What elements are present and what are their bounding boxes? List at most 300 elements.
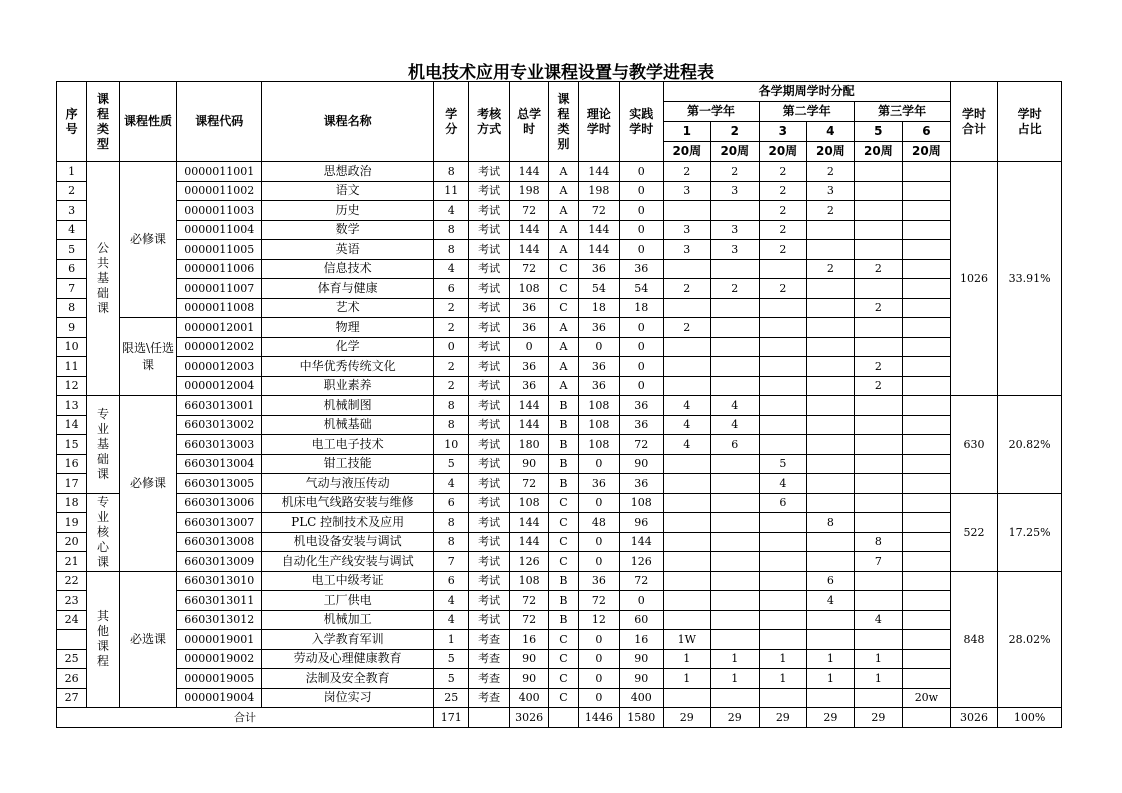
cell-name: 职业素养	[262, 376, 434, 396]
cell-semester-hours	[663, 376, 711, 396]
cell-exam: 考试	[469, 532, 509, 552]
cell-seq: 7	[57, 279, 87, 299]
cell-semester-hours	[759, 571, 807, 591]
cell-semester-hours: 4	[759, 474, 807, 494]
cell-total-hours: 144	[509, 532, 548, 552]
cell-semester-hours	[759, 435, 807, 455]
cell-exam: 考试	[469, 240, 509, 260]
cell-code: 0000019005	[177, 669, 262, 689]
cell-credit: 2	[434, 376, 469, 396]
header-name: 课程名称	[262, 82, 434, 162]
cell-semester-hours	[903, 201, 951, 221]
cell-credit: 10	[434, 435, 469, 455]
cell-total-hours: 90	[509, 649, 548, 669]
cell-semester-hours	[807, 630, 855, 650]
cell-course-kind: A	[549, 240, 578, 260]
cell-semester-hours	[903, 649, 951, 669]
cell-credit: 25	[434, 688, 469, 708]
table-body	[57, 162, 1062, 728]
cell-semester-hours	[807, 474, 855, 494]
cell-theory: 108	[578, 435, 619, 455]
cell-semester-hours	[711, 454, 760, 474]
cell-semester-hours	[711, 493, 760, 513]
cell-semester-hours: 1W	[663, 630, 711, 650]
cell-semester-hours	[711, 513, 760, 533]
cell-course-kind: A	[549, 337, 578, 357]
cell-semester-hours	[854, 318, 903, 338]
cell-practice: 90	[620, 649, 663, 669]
header-practice: 实践学时	[620, 82, 663, 162]
header-category: 课程类型	[87, 82, 119, 162]
cell-practice: 0	[620, 337, 663, 357]
total-ratio: 100%	[998, 708, 1062, 728]
cell-name: 物理	[262, 318, 434, 338]
cell-theory: 0	[578, 337, 619, 357]
cell-course-kind: A	[549, 220, 578, 240]
cell-theory: 72	[578, 201, 619, 221]
cell-course-kind: C	[549, 298, 578, 318]
table-row	[57, 337, 1062, 357]
cell-semester-hours	[759, 376, 807, 396]
cell-total-hours: 72	[509, 610, 548, 630]
page-title: 机电技术应用专业课程设置与教学进程表	[408, 63, 714, 83]
cell-seq: 14	[57, 415, 87, 435]
cell-code: 0000011008	[177, 298, 262, 318]
cell-semester-hours: 2	[807, 259, 855, 279]
cell-practice: 0	[620, 181, 663, 201]
cell-semester-hours	[759, 610, 807, 630]
cell-course-kind: A	[549, 181, 578, 201]
total-hours: 3026	[509, 708, 548, 728]
cell-theory: 108	[578, 396, 619, 416]
total-kind-empty	[549, 708, 578, 728]
cell-code: 6603013006	[177, 493, 262, 513]
block-hours-total: 848	[950, 571, 998, 708]
cell-seq: 22	[57, 571, 87, 591]
cell-theory: 0	[578, 649, 619, 669]
table-row	[57, 532, 1062, 552]
cell-exam: 考试	[469, 220, 509, 240]
cell-name: 入学教育军训	[262, 630, 434, 650]
cell-seq: 26	[57, 669, 87, 689]
cell-semester-hours	[663, 337, 711, 357]
cell-semester-hours	[759, 591, 807, 611]
cell-total-hours: 90	[509, 454, 548, 474]
category-public-label: 公共基础课	[97, 241, 110, 315]
block-hours-total: 630	[950, 396, 998, 494]
cell-semester-hours	[854, 688, 903, 708]
header-credit: 学分	[434, 82, 469, 162]
cell-exam: 考查	[469, 669, 509, 689]
cell-name: PLC 控制技术及应用	[262, 513, 434, 533]
cell-total-hours: 144	[509, 240, 548, 260]
cell-semester-hours	[854, 454, 903, 474]
cell-credit: 8	[434, 513, 469, 533]
cell-semester-hours	[663, 610, 711, 630]
cell-code: 0000011001	[177, 162, 262, 182]
cell-code: 6603013003	[177, 435, 262, 455]
cell-seq: 20	[57, 532, 87, 552]
cell-course-kind: B	[549, 591, 578, 611]
cell-total-hours: 144	[509, 162, 548, 182]
header-semester: 6	[903, 122, 951, 142]
cell-course-kind: C	[549, 532, 578, 552]
cell-course-kind: B	[549, 474, 578, 494]
cell-total-hours: 36	[509, 318, 548, 338]
cell-course-kind: C	[549, 279, 578, 299]
cell-semester-hours	[663, 298, 711, 318]
cell-semester-hours: 2	[759, 240, 807, 260]
cell-exam: 考试	[469, 591, 509, 611]
cell-seq: 17	[57, 474, 87, 494]
cell-name: 机床电气线路安装与维修	[262, 493, 434, 513]
cell-semester-hours	[759, 415, 807, 435]
category-other-label: 其他课程	[97, 609, 110, 669]
cell-semester-hours: 2	[759, 279, 807, 299]
table-row	[57, 162, 1062, 182]
header-code: 课程代码	[177, 82, 262, 162]
cell-theory: 144	[578, 162, 619, 182]
cell-semester-hours	[663, 688, 711, 708]
table-row	[57, 240, 1062, 260]
cell-theory: 36	[578, 357, 619, 377]
cell-semester-hours: 2	[807, 162, 855, 182]
total-credit: 171	[434, 708, 469, 728]
cell-course-kind: B	[549, 396, 578, 416]
cell-total-hours: 400	[509, 688, 548, 708]
cell-seq	[57, 630, 87, 650]
header-semester: 3	[759, 122, 807, 142]
table-row	[57, 279, 1062, 299]
cell-practice: 0	[620, 591, 663, 611]
cell-semester-hours	[903, 552, 951, 572]
cell-theory: 54	[578, 279, 619, 299]
header-semester-group: 各学期周学时分配	[663, 82, 950, 102]
table-row	[57, 376, 1062, 396]
cell-theory: 198	[578, 181, 619, 201]
cell-semester-hours: 6	[711, 435, 760, 455]
cell-credit: 5	[434, 649, 469, 669]
cell-semester-hours	[903, 298, 951, 318]
cell-semester-hours: 1	[759, 649, 807, 669]
cell-semester-hours	[663, 513, 711, 533]
cell-credit: 4	[434, 474, 469, 494]
cell-exam: 考试	[469, 337, 509, 357]
table-row	[57, 552, 1062, 572]
cell-semester-hours	[903, 162, 951, 182]
cell-exam: 考试	[469, 396, 509, 416]
cell-semester-hours	[807, 688, 855, 708]
cell-code: 0000011006	[177, 259, 262, 279]
cell-practice: 60	[620, 610, 663, 630]
cell-semester-hours	[903, 513, 951, 533]
cell-exam: 考试	[469, 162, 509, 182]
total-practice: 1580	[620, 708, 663, 728]
cell-credit: 4	[434, 259, 469, 279]
cell-semester-hours	[903, 630, 951, 650]
table-row	[57, 298, 1062, 318]
table-row	[57, 610, 1062, 630]
cell-course-kind: C	[549, 259, 578, 279]
cell-semester-hours	[807, 240, 855, 260]
category-major-core	[87, 493, 119, 571]
cell-semester-hours	[711, 552, 760, 572]
cell-exam: 考试	[469, 318, 509, 338]
cell-semester-hours	[711, 357, 760, 377]
cell-practice: 108	[620, 493, 663, 513]
cell-total-hours: 36	[509, 376, 548, 396]
cell-semester-hours	[903, 454, 951, 474]
cell-semester-hours	[903, 376, 951, 396]
cell-name: 体育与健康	[262, 279, 434, 299]
cell-credit: 1	[434, 630, 469, 650]
cell-semester-hours: 4	[663, 415, 711, 435]
cell-semester-hours	[663, 357, 711, 377]
cell-code: 0000011003	[177, 201, 262, 221]
header-exam: 考核方式	[469, 82, 509, 162]
cell-seq: 25	[57, 649, 87, 669]
cell-theory: 36	[578, 376, 619, 396]
table-row	[57, 513, 1062, 533]
cell-exam: 考试	[469, 357, 509, 377]
cell-semester-hours	[759, 318, 807, 338]
cell-semester-hours	[711, 630, 760, 650]
cell-total-hours: 126	[509, 552, 548, 572]
cell-semester-hours	[807, 337, 855, 357]
cell-course-kind: C	[549, 649, 578, 669]
cell-course-kind: C	[549, 630, 578, 650]
cell-semester-hours: 2	[759, 220, 807, 240]
cell-semester-hours: 2	[663, 162, 711, 182]
cell-code: 0000012003	[177, 357, 262, 377]
cell-semester-hours	[903, 181, 951, 201]
cell-exam: 考试	[469, 474, 509, 494]
cell-theory: 108	[578, 415, 619, 435]
cell-semester-hours	[807, 376, 855, 396]
cell-exam: 考试	[469, 571, 509, 591]
cell-exam: 考试	[469, 610, 509, 630]
cell-semester-hours	[807, 298, 855, 318]
cell-semester-hours	[759, 259, 807, 279]
cell-exam: 考试	[469, 298, 509, 318]
cell-total-hours: 198	[509, 181, 548, 201]
cell-credit: 8	[434, 220, 469, 240]
cell-semester-hours: 2	[854, 259, 903, 279]
table-row	[57, 474, 1062, 494]
cell-credit: 8	[434, 396, 469, 416]
cell-exam: 考试	[469, 454, 509, 474]
header-year-3: 第三学年	[854, 102, 950, 122]
cell-semester-hours	[807, 610, 855, 630]
cell-exam: 考试	[469, 259, 509, 279]
cell-total-hours: 72	[509, 474, 548, 494]
cell-semester-hours	[903, 396, 951, 416]
cell-code: 0000019004	[177, 688, 262, 708]
cell-code: 0000011004	[177, 220, 262, 240]
table-row	[57, 318, 1062, 338]
total-row	[57, 708, 1062, 728]
cell-semester-hours: 2	[663, 318, 711, 338]
cell-theory: 12	[578, 610, 619, 630]
cell-code: 6603013009	[177, 552, 262, 572]
cell-theory: 0	[578, 552, 619, 572]
cell-theory: 36	[578, 474, 619, 494]
cell-semester-hours	[759, 337, 807, 357]
cell-semester-hours	[903, 610, 951, 630]
cell-practice: 18	[620, 298, 663, 318]
cell-name: 化学	[262, 337, 434, 357]
header-weeks: 20周	[903, 142, 951, 162]
cell-credit: 11	[434, 181, 469, 201]
cell-semester-hours	[807, 454, 855, 474]
nature-required-major: 必修课	[119, 396, 177, 572]
cell-semester-hours	[854, 201, 903, 221]
header-seq: 序号	[57, 82, 87, 162]
cell-seq: 1	[57, 162, 87, 182]
header-semester: 1	[663, 122, 711, 142]
cell-semester-hours	[759, 396, 807, 416]
cell-name: 思想政治	[262, 162, 434, 182]
cell-course-kind: A	[549, 162, 578, 182]
cell-practice: 36	[620, 415, 663, 435]
cell-theory: 0	[578, 454, 619, 474]
total-semester-hours: 29	[759, 708, 807, 728]
cell-credit: 5	[434, 454, 469, 474]
cell-total-hours: 144	[509, 513, 548, 533]
cell-code: 6603013010	[177, 571, 262, 591]
cell-credit: 6	[434, 571, 469, 591]
cell-semester-hours	[903, 669, 951, 689]
table-row	[57, 591, 1062, 611]
cell-semester-hours	[854, 162, 903, 182]
cell-exam: 考试	[469, 279, 509, 299]
curriculum-table	[56, 81, 1062, 728]
cell-name: 钳工技能	[262, 454, 434, 474]
header-weeks: 20周	[711, 142, 760, 162]
table-row	[57, 259, 1062, 279]
table-row	[57, 396, 1062, 416]
cell-credit: 4	[434, 201, 469, 221]
cell-name: 艺术	[262, 298, 434, 318]
cell-theory: 72	[578, 591, 619, 611]
cell-name: 数学	[262, 220, 434, 240]
header-weeks: 20周	[854, 142, 903, 162]
cell-semester-hours	[759, 630, 807, 650]
header-year-2: 第二学年	[759, 102, 854, 122]
cell-credit: 8	[434, 162, 469, 182]
cell-credit: 4	[434, 591, 469, 611]
cell-exam: 考查	[469, 688, 509, 708]
cell-semester-hours	[663, 552, 711, 572]
cell-semester-hours	[711, 201, 760, 221]
cell-semester-hours	[903, 357, 951, 377]
cell-seq: 12	[57, 376, 87, 396]
cell-name: 气动与液压传动	[262, 474, 434, 494]
cell-practice: 0	[620, 376, 663, 396]
cell-course-kind: C	[549, 493, 578, 513]
cell-semester-hours: 8	[854, 532, 903, 552]
cell-semester-hours: 4	[711, 396, 760, 416]
cell-credit: 8	[434, 532, 469, 552]
cell-practice: 144	[620, 532, 663, 552]
cell-semester-hours	[759, 298, 807, 318]
cell-semester-hours: 2	[854, 376, 903, 396]
table-row	[57, 357, 1062, 377]
cell-exam: 考试	[469, 181, 509, 201]
cell-semester-hours	[903, 415, 951, 435]
cell-course-kind: B	[549, 415, 578, 435]
cell-theory: 144	[578, 220, 619, 240]
cell-name: 劳动及心理健康教育	[262, 649, 434, 669]
cell-course-kind: B	[549, 454, 578, 474]
block-hours-ratio: 28.02%	[998, 571, 1062, 708]
cell-seq: 18	[57, 493, 87, 513]
table-row	[57, 571, 1062, 591]
cell-semester-hours: 8	[807, 513, 855, 533]
cell-semester-hours: 20w	[903, 688, 951, 708]
block-hours-ratio: 33.91%	[998, 162, 1062, 396]
cell-name: 机械制图	[262, 396, 434, 416]
cell-semester-hours: 1	[854, 669, 903, 689]
nature-selective-required: 必选课	[119, 571, 177, 708]
cell-semester-hours	[854, 513, 903, 533]
cell-theory: 0	[578, 688, 619, 708]
cell-total-hours: 144	[509, 396, 548, 416]
cell-seq: 11	[57, 357, 87, 377]
cell-theory: 18	[578, 298, 619, 318]
cell-course-kind: C	[549, 513, 578, 533]
cell-semester-hours: 1	[711, 669, 760, 689]
cell-credit: 6	[434, 493, 469, 513]
cell-code: 0000019001	[177, 630, 262, 650]
cell-semester-hours: 6	[807, 571, 855, 591]
header-weeks: 20周	[759, 142, 807, 162]
cell-name: 机械加工	[262, 610, 434, 630]
cell-semester-hours: 5	[759, 454, 807, 474]
header-course-kind: 课程类别	[549, 82, 578, 162]
cell-practice: 126	[620, 552, 663, 572]
cell-course-kind: A	[549, 376, 578, 396]
cell-practice: 400	[620, 688, 663, 708]
cell-practice: 36	[620, 474, 663, 494]
header-ratio: 学时占比	[998, 82, 1062, 162]
cell-semester-hours	[663, 201, 711, 221]
table-row	[57, 181, 1062, 201]
cell-semester-hours: 2	[854, 357, 903, 377]
cell-course-kind: C	[549, 669, 578, 689]
cell-semester-hours	[711, 591, 760, 611]
cell-semester-hours: 1	[759, 669, 807, 689]
cell-theory: 0	[578, 630, 619, 650]
cell-semester-hours	[711, 688, 760, 708]
cell-theory: 36	[578, 571, 619, 591]
cell-semester-hours	[663, 532, 711, 552]
cell-course-kind: B	[549, 610, 578, 630]
cell-semester-hours: 3	[711, 240, 760, 260]
category-major-base-label: 专业基础课	[97, 406, 110, 481]
cell-seq: 4	[57, 220, 87, 240]
cell-total-hours: 72	[509, 591, 548, 611]
cell-credit: 5	[434, 669, 469, 689]
table-row	[57, 415, 1062, 435]
cell-name: 中华优秀传统文化	[262, 357, 434, 377]
cell-practice: 54	[620, 279, 663, 299]
cell-semester-hours	[807, 435, 855, 455]
cell-semester-hours	[854, 493, 903, 513]
cell-name: 语文	[262, 181, 434, 201]
cell-total-hours: 36	[509, 357, 548, 377]
cell-seq: 15	[57, 435, 87, 455]
